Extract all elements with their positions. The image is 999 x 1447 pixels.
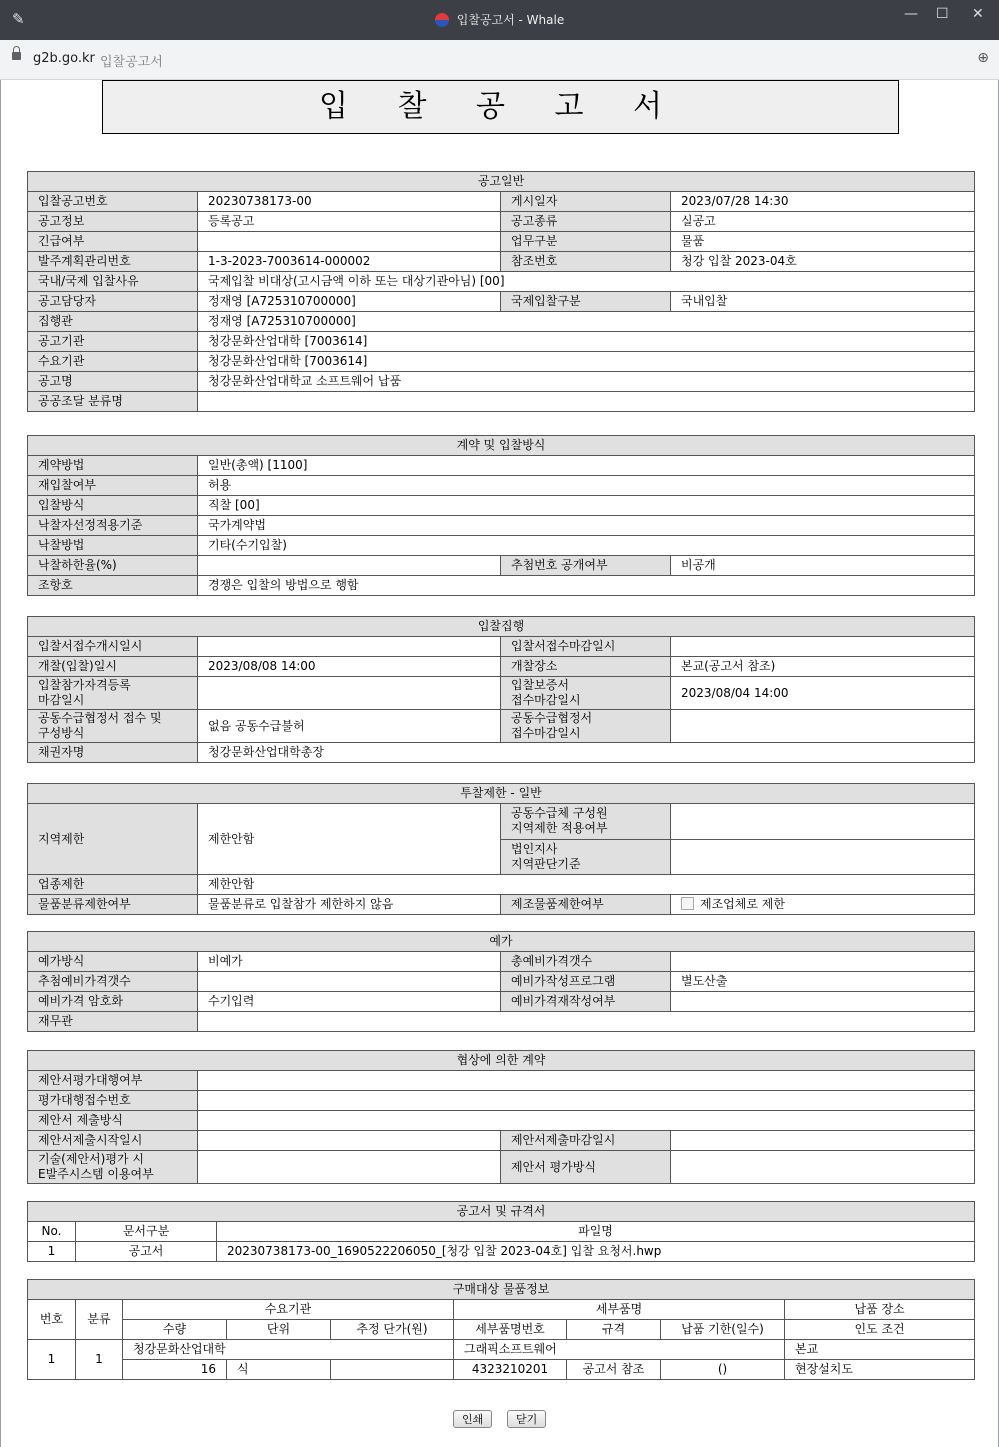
contract-table [27,435,975,596]
general-label: 발주계획관리번호 [28,252,198,272]
contract-row [28,516,975,536]
items-header: 구매대상 물품정보 [28,1280,975,1300]
items-col-no: 번호 [28,1300,76,1340]
doc-title: 입 찰 공 고 서 [102,80,899,134]
window-title-text: 입찰공고서 - Whale [456,13,565,27]
restriction-table [27,783,975,915]
item-code: 4323210201 [454,1360,567,1380]
execution-value: 없음 공동수급불허 [198,710,501,743]
price-value [198,1012,975,1032]
general-label: 공공조달 분류명 [28,392,198,412]
general-label: 공고종류 [501,212,671,232]
items-col-org: 수요기관 [123,1300,454,1320]
price-label: 총예비가격갯수 [501,952,671,972]
execution-label: 입찰보증서 접수마감일시 [501,677,671,710]
doc-col-file: 파일명 [217,1222,975,1242]
contract-label: 낙찰하한율(%) [28,556,198,576]
general-row [28,312,975,332]
general-row [28,232,975,252]
negotiation-value [198,1111,975,1131]
general-value: 등록공고 [198,212,501,232]
negotiation-row [28,1111,975,1131]
mfg-label: 제조물품제한여부 [501,895,671,915]
negotiation-label: 제안서 평가방식 [501,1151,671,1184]
items-sub-days: 납품 기한(일수) [661,1320,785,1340]
negotiation-label: 제안서제출시작일시 [28,1131,198,1151]
region-value: 제한안함 [198,804,501,875]
general-row [28,252,975,272]
general-value: 청강 입찰 2023-04호 [671,252,975,272]
execution-row [28,743,975,763]
contract-label: 계약방법 [28,456,198,476]
price-value: 수기입력 [198,992,501,1012]
contract-label: 조항호 [28,576,198,596]
execution-row [28,637,975,657]
negotiation-table [27,1050,975,1184]
price-label: 예가방식 [28,952,198,972]
contract-value: 기타(수기입찰) [198,536,975,556]
general-row [28,372,975,392]
negotiation-label: 제안서평가대행여부 [28,1071,198,1091]
execution-value [671,637,975,657]
general-value: 국제입찰 비대상(고시금액 이하 또는 대상기관아님) [00] [198,272,975,292]
execution-label: 개찰(입찰)일시 [28,657,198,677]
price-label: 추첨예비가격갯수 [28,972,198,992]
general-value: 20230738173-00 [198,192,501,212]
execution-label: 입찰서접수마감일시 [501,637,671,657]
price-value [671,992,975,1012]
minimize-icon[interactable]: — [904,6,918,22]
execution-value [671,710,975,743]
close-icon[interactable]: ✕ [972,6,984,22]
lock-icon [12,52,21,60]
industry-label: 업종제한 [28,875,198,895]
general-row [28,352,975,372]
negotiation-label: 제안서 제출방식 [28,1111,198,1131]
documents-table [27,1201,975,1262]
general-label: 공고명 [28,372,198,392]
execution-value: 2023/08/08 14:00 [198,657,501,677]
general-label: 국내/국제 입찰사유 [28,272,198,292]
window-titlebar [0,0,999,40]
mfg-cell [671,895,975,915]
whale-logo-icon [435,13,449,27]
print-button[interactable]: 인쇄 [453,1410,492,1428]
general-value: 2023/07/28 14:30 [671,192,975,212]
general-label: 게시일자 [501,192,671,212]
contract-value: 직찰 [00] [198,496,975,516]
negotiation-row [28,1071,975,1091]
document [0,80,999,1447]
item-org: 청강문화산업대학 [123,1340,454,1360]
address-host: g2b.go.kr [33,51,95,66]
doc-row-no: 1 [28,1242,76,1262]
execution-header: 입찰집행 [28,617,975,637]
execution-value: 2023/08/04 14:00 [671,677,975,710]
general-value [198,392,975,412]
price-table [27,931,975,1032]
contract-label: 입찰방식 [28,496,198,516]
item-place: 본교 [785,1340,975,1360]
price-label: 재무관 [28,1012,198,1032]
negotiation-value [671,1131,975,1151]
general-label: 긴급여부 [28,232,198,252]
execution-label: 공동수급협정서 접수마감일시 [501,710,671,743]
doc-col-no: No. [28,1222,76,1242]
negotiation-row [28,1091,975,1111]
general-table [27,171,975,412]
mfg-checkbox[interactable] [681,897,694,910]
close-button[interactable]: 닫기 [507,1410,546,1428]
general-value: 실공고 [671,212,975,232]
general-label: 공고담당자 [28,292,198,312]
execution-label: 채권자명 [28,743,198,763]
execution-label: 개찰장소 [501,657,671,677]
general-label: 입찰공고번호 [28,192,198,212]
doc-row-file-link[interactable]: 20230738173-00_1690522206050_[청강 입찰 2023-04호] 입찰 요청서.hwp [217,1242,975,1262]
mfg-value: 제조업체로 제한 [700,897,785,911]
documents-header: 공고서 및 규격서 [28,1202,975,1222]
zoom-icon[interactable]: ⊕ [977,50,989,66]
price-row [28,972,975,992]
general-label: 업무구분 [501,232,671,252]
maximize-icon[interactable]: ☐ [936,6,949,22]
negotiation-row [28,1131,975,1151]
item-days: () [661,1360,785,1380]
doc-col-type: 문서구분 [76,1222,217,1242]
items-sub-price: 추정 단가(원) [331,1320,454,1340]
items-sub-code: 세부품명번호 [454,1320,567,1340]
general-value: 청강문화산업대학 [7003614] [198,332,975,352]
contract-row [28,456,975,476]
contract-row [28,576,975,596]
price-label: 예비가격 암호화 [28,992,198,1012]
item-price [331,1360,454,1380]
execution-value: 본교(공고서 참조) [671,657,975,677]
contract-label: 낙찰방법 [28,536,198,556]
negotiation-value [198,1131,501,1151]
general-value: 정재영 [A725310700000] [198,292,501,312]
general-value: 정재영 [A725310700000] [198,312,975,332]
items-sub-qty: 수량 [123,1320,227,1340]
branch-value [671,839,975,875]
pin-icon[interactable]: ✎ [12,10,25,28]
items-col-class: 분류 [76,1300,123,1340]
negotiation-label: 평가대행접수번호 [28,1091,198,1111]
execution-label: 입찰참가자격등록 마감일시 [28,677,198,710]
general-row [28,192,975,212]
execution-row [28,657,975,677]
execution-table [27,616,975,763]
doc-row-type: 공고서 [76,1242,217,1262]
items-col-place: 납품 장소 [785,1300,975,1320]
contract-row [28,496,975,516]
contract-value: 비공개 [671,556,975,576]
window-title [0,11,999,28]
items-sub-unit: 단위 [227,1320,331,1340]
general-row [28,212,975,232]
negotiation-row [28,1151,975,1184]
general-value: 물품 [671,232,975,252]
general-row [28,392,975,412]
price-row [28,1012,975,1032]
item-spec: 공고서 참조 [567,1360,661,1380]
contract-row [28,476,975,496]
execution-value [198,637,501,657]
address-page-title: 입찰공고서 [100,55,163,70]
goods-value: 물품분류로 입찰참가 제한하지 않음 [198,895,501,915]
general-label: 수요기관 [28,352,198,372]
general-row [28,332,975,352]
general-label: 공고정보 [28,212,198,232]
contract-value: 일반(총액) [1100] [198,456,975,476]
general-label: 공고기관 [28,332,198,352]
price-label: 예비가작성프로그램 [501,972,671,992]
general-label: 국제입찰구분 [501,292,671,312]
negotiation-value [198,1071,975,1091]
contract-header: 계약 및 입찰방식 [28,436,975,456]
general-label: 참조번호 [501,252,671,272]
price-header: 예가 [28,932,975,952]
price-value [671,952,975,972]
general-value: 청강문화산업대학 [7003614] [198,352,975,372]
price-row [28,992,975,1012]
general-value [198,232,501,252]
items-sub-terms: 인도 조건 [785,1320,975,1340]
item-unit: 식 [227,1360,331,1380]
negotiation-label: 제안서제출마감일시 [501,1131,671,1151]
item-class: 1 [76,1340,123,1380]
general-value: 국내입찰 [671,292,975,312]
items-table [27,1279,975,1380]
item-no: 1 [28,1340,76,1380]
industry-value: 제한안함 [198,875,975,895]
joint-region-value [671,804,975,840]
contract-row [28,536,975,556]
items-sub-spec: 규격 [567,1320,661,1340]
execution-row [28,677,975,710]
contract-row [28,556,975,576]
contract-label: 낙찰자선정적용기준 [28,516,198,536]
general-value: 1-3-2023-7003614-000002 [198,252,501,272]
general-label: 집행관 [28,312,198,332]
item-qty: 16 [123,1360,227,1380]
price-value: 별도산출 [671,972,975,992]
contract-value: 국가계약법 [198,516,975,536]
execution-label: 입찰서접수개시일시 [28,637,198,657]
contract-label: 재입찰여부 [28,476,198,496]
negotiation-value [671,1151,975,1184]
general-header: 공고일반 [28,172,975,192]
negotiation-header: 협상에 의한 계약 [28,1051,975,1071]
execution-label: 공동수급협정서 접수 및 구성방식 [28,710,198,743]
item-detail: 그래픽소프트웨어 [454,1340,785,1360]
general-row [28,292,975,312]
execution-value [198,677,501,710]
price-value: 비예가 [198,952,501,972]
price-label: 예비가격재작성여부 [501,992,671,1012]
negotiation-label: 기술(제안서)평가 시 E발주시스템 이용여부 [28,1151,198,1184]
goods-label: 물품분류제한여부 [28,895,198,915]
execution-row [28,710,975,743]
price-row [28,952,975,972]
general-value: 청강문화산업대학교 소프트웨어 납품 [198,372,975,392]
contract-value [198,556,501,576]
contract-label: 추첨번호 공개여부 [501,556,671,576]
joint-region-label: 공동수급체 구성원 지역제한 적용여부 [501,804,671,840]
negotiation-value [198,1151,501,1184]
address-bar[interactable] [0,40,999,80]
negotiation-value [198,1091,975,1111]
execution-value: 청강문화산업대학총장 [198,743,975,763]
branch-label: 법인지사 지역판단기준 [501,839,671,875]
price-value [198,972,501,992]
region-label: 지역제한 [28,804,198,875]
contract-value: 경쟁은 입찰의 방법으로 행함 [198,576,975,596]
items-col-detail: 세부품명 [454,1300,785,1320]
item-terms: 현장설치도 [785,1360,975,1380]
contract-value: 허용 [198,476,975,496]
general-row [28,272,975,292]
restriction-header: 투찰제한 - 일반 [28,784,975,804]
